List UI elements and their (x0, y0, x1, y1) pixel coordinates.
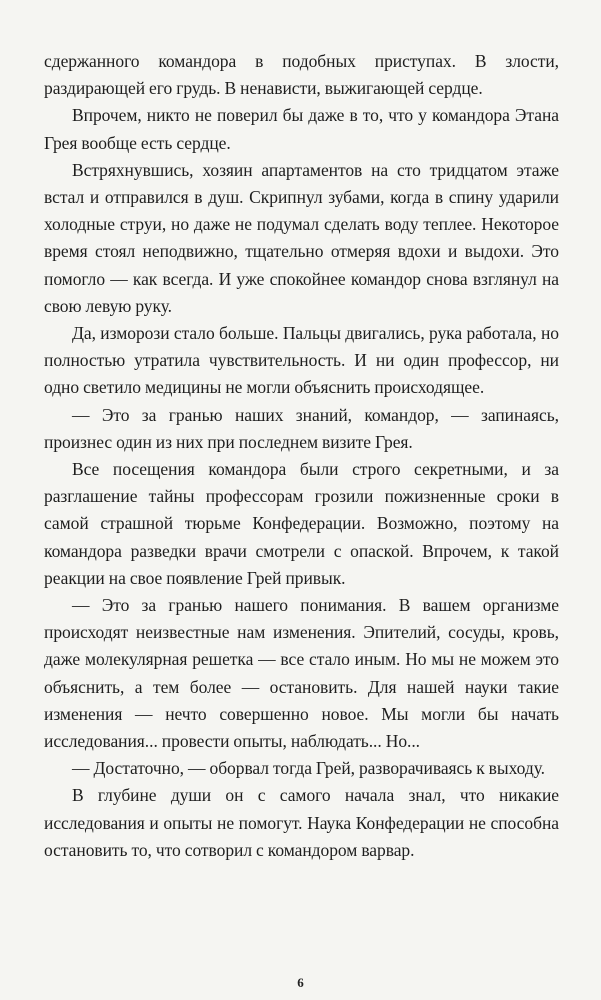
paragraph: Впрочем, никто не поверил бы даже в то, что у командора Этана Грея вообще есть сердце. (44, 105, 559, 153)
paragraph: Встряхнувшись, хозяин апартаментов на сто тридцатом этаже встал и отправился в душ. Скрипнул зубами, когда в спину ударили холодные струи, но даже не подумал сделать воду теплее. Некоторое время стоял неподвижно, тщательно отмеряя вдохи и выдохи. Это помогло — как всегда. И уже спокойнее командор снова взглянул на свою левую руку. (44, 159, 559, 316)
paragraph: — Это за гранью нашего понимания. В вашем организме происходят неизвестные нам изменения. Эпителий, сосуды, кровь, даже молекулярная решетка — все стало иным. Но мы не можем это объяснить, а тем более — остановить. Для нашей науки такие изменения — нечто совершенно новое. Мы могли бы начать исследования... провести опыты, наблюдать... Но... (44, 595, 559, 752)
page-number: 6 (297, 975, 304, 990)
paragraph: Да, изморози стало больше. Пальцы двигались, рука работала, но полностью утратила чувствительность. И ни один профессор, ни одно светило медицины не могли объяснить происходящее. (44, 323, 559, 398)
paragraph: В глубине души он с самого начала знал, что никакие исследования и опыты не помогут. Наука Конфедерации не способна остановить то, что сотворил с командором варвар. (44, 785, 559, 860)
paragraph: — Достаточно, — оборвал тогда Грей, разворачиваясь к выходу. (72, 758, 545, 779)
paragraph: сдержанного командора в подобных приступах. В злости, раздирающей его грудь. В ненависти, выжигающей сердце. (44, 51, 559, 99)
paragraph: — Это за гранью наших знаний, командор, — запинаясь, произнес один из них при последнем визите Грея. (44, 404, 559, 452)
paragraph: Все посещения командора были строго секретными, и за разглашение тайны профессорам грозили пожизненные сроки в самой страшной тюрьме Конфедерации. Возможно, поэтому на командора разведки врачи смотрели с опаской. Впрочем, к такой реакции на свое появление Грей привык. (44, 459, 559, 588)
body-text (44, 48, 559, 864)
